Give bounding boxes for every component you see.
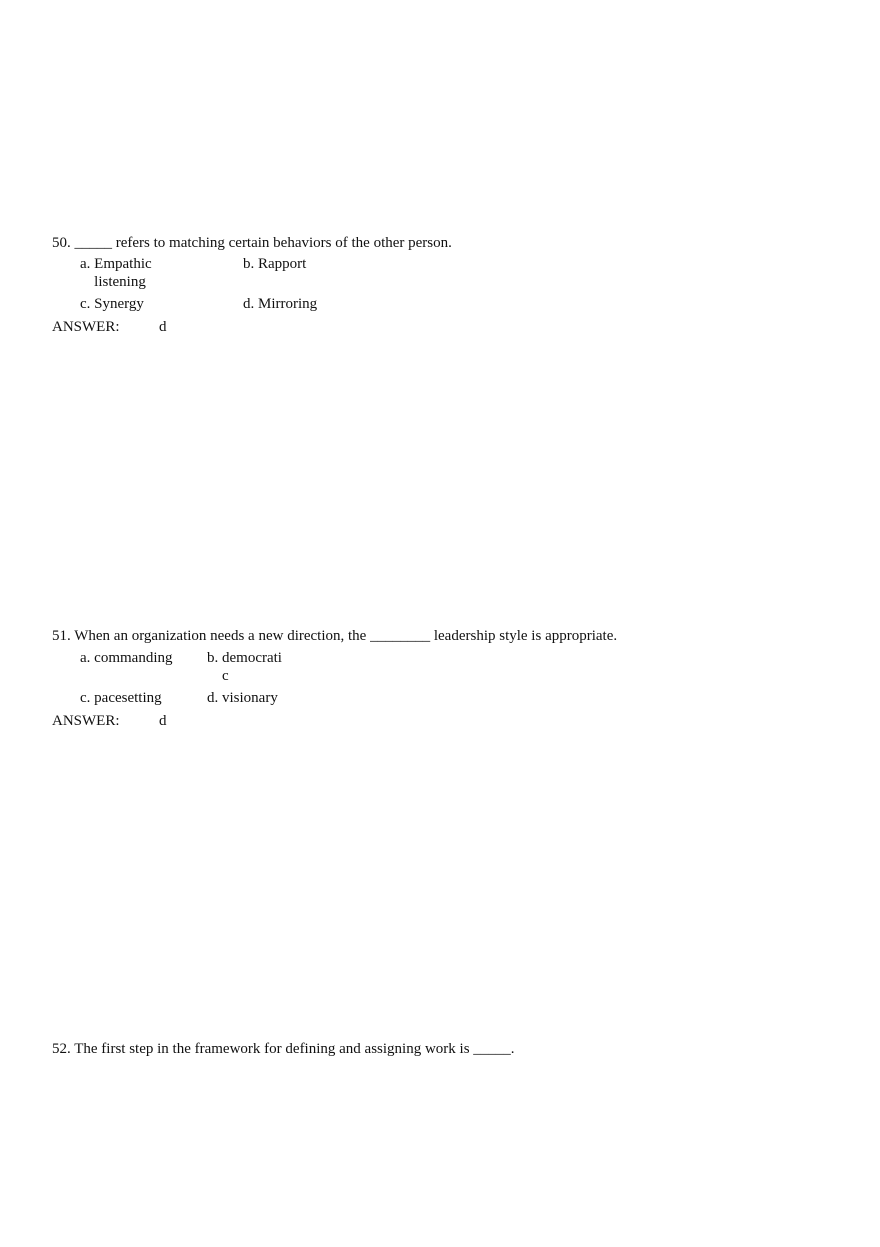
option-letter: c. xyxy=(80,296,91,312)
option-text: pacesetting xyxy=(94,690,162,706)
option-letter: c. xyxy=(80,690,91,706)
question-50-option-a xyxy=(80,255,156,291)
option-text: visionary xyxy=(222,690,278,706)
option-letter: a. xyxy=(80,650,91,666)
option-letter: b. xyxy=(207,650,219,666)
option-letter: d. xyxy=(207,690,219,706)
option-text: Empathic listening xyxy=(94,256,152,290)
option-text: Mirroring xyxy=(258,296,318,312)
option-text: democratic xyxy=(222,650,282,684)
option-letter: a. xyxy=(80,256,91,272)
question-51-option-b xyxy=(207,649,288,685)
question-52-stem: 52. The first step in the framework for defining and assigning work is _____. xyxy=(52,1041,515,1057)
question-51-stem: 51. When an organization needs a new direction, the ________ leadership style is appropriate. xyxy=(52,628,618,644)
question-50-answer-label: ANSWER: xyxy=(52,319,120,335)
question-50-option-b xyxy=(243,255,306,273)
question-50-stem: 50. _____ refers to matching certain behaviors of the other person. xyxy=(52,235,452,251)
question-51-option-a xyxy=(80,649,173,667)
question-51-answer-label: ANSWER: xyxy=(52,713,120,729)
question-51-option-c xyxy=(80,689,162,707)
question-50-option-c xyxy=(80,295,144,313)
question-50-answer-value: d xyxy=(159,319,167,335)
question-51-answer-value: d xyxy=(159,713,167,729)
option-letter: b. xyxy=(243,256,255,272)
option-text: Rapport xyxy=(258,256,307,272)
option-text: commanding xyxy=(94,650,173,666)
question-50-option-d xyxy=(243,295,317,313)
option-text: Synergy xyxy=(94,296,144,312)
option-letter: d. xyxy=(243,296,255,312)
question-51-option-d xyxy=(207,689,278,707)
